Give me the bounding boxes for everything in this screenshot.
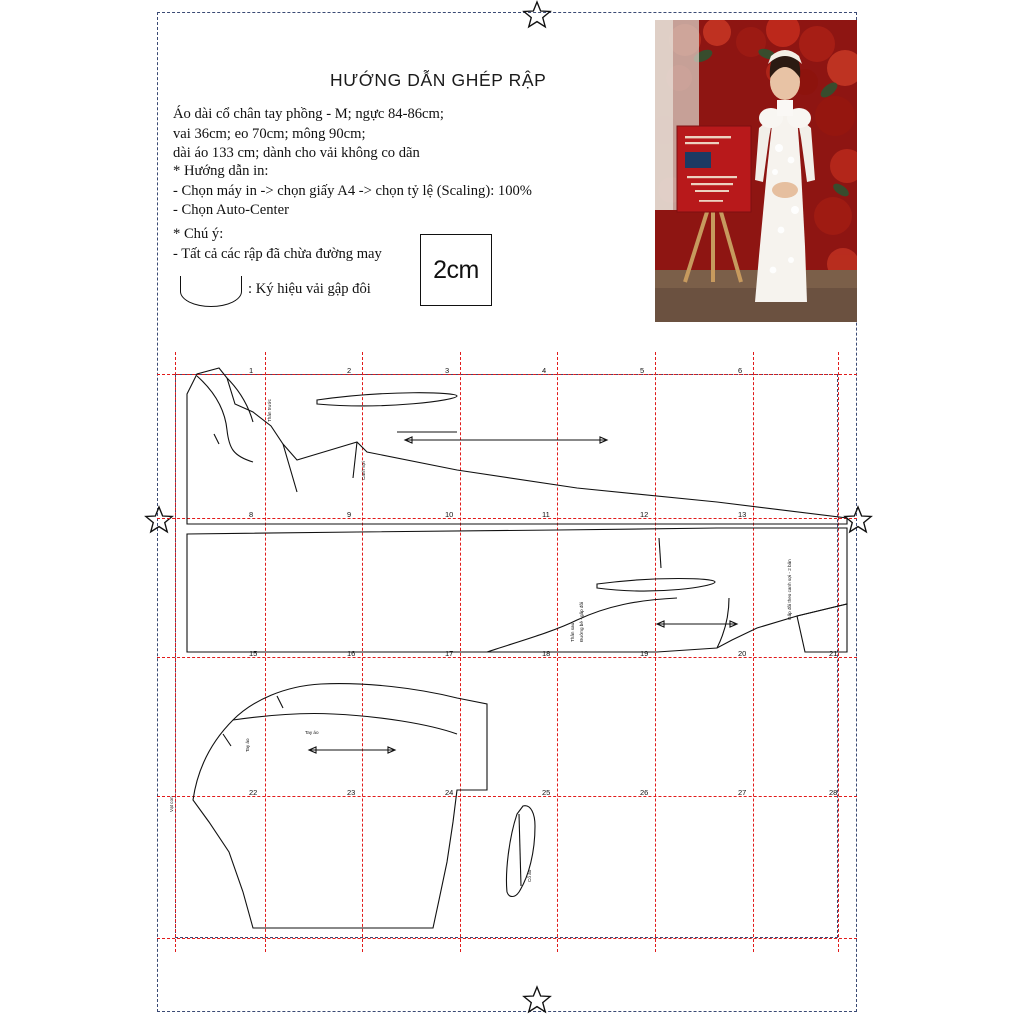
grid-cell-number: 4 (542, 366, 547, 375)
registration-star-bottom-icon (522, 985, 552, 1015)
grid-cell-number: 3 (445, 366, 450, 375)
grid-cell-number: 11 (542, 510, 550, 519)
piece-label-tay-ao-2: Tay áo (305, 730, 319, 735)
print-instructions (173, 162, 623, 221)
grid-cell-number: 19 (640, 649, 649, 658)
grid-cell-number: 13 (738, 510, 747, 519)
grid-cell-number: 9 (347, 510, 352, 519)
note-heading: * Chú ý: (173, 226, 224, 242)
grid-cell-number: 15 (249, 649, 258, 658)
grid-cell-number: 17 (445, 649, 454, 658)
piece-label-gap-doi: Gấp đôi theo canh sợi - 2 bản (787, 559, 792, 620)
piece-label-duong-be: Đường bẻ - gấp đôi (579, 601, 584, 642)
fold-legend-label: : Ký hiệu vải gập đôi (248, 281, 371, 297)
grid-cell-number: 8 (249, 510, 254, 519)
spec-line-2: vai 36cm; eo 70cm; mông 90cm; (173, 125, 366, 142)
page-title: HƯỚNG DẪN GHÉP RẬP (330, 70, 547, 90)
grid-cell-number: 16 (347, 649, 356, 658)
spec-line-3: dài áo 133 cm; dành cho vải không co dãn (173, 145, 420, 161)
grid-cell-number: 2 (347, 366, 352, 375)
spec-block (173, 105, 603, 164)
grid-cell-number: 28 (829, 788, 838, 797)
piece-label-canh-soi: Canh sợi (361, 461, 366, 480)
pattern-outlines (157, 352, 857, 952)
grid-cell-number: 24 (445, 788, 454, 797)
grid-cell-number: 1 (249, 366, 254, 375)
note-line-1: - Tất cả các rập đã chừa đường may (173, 245, 382, 262)
grid-cell-number: 25 (542, 788, 551, 797)
grid-cell-number: 5 (640, 366, 645, 375)
grid-cell-number: 18 (542, 649, 551, 658)
model-photo (655, 20, 857, 322)
grid-cell-number: 22 (249, 788, 258, 797)
grid-cell-number: 27 (738, 788, 747, 797)
print-heading: * Hướng dẫn in: (173, 163, 269, 179)
print-line-1: - Chọn máy in -> chọn giấy A4 -> chọn tỷ lệ (Scaling): 100% (173, 182, 532, 199)
piece-label-tay-ao: Tay áo (245, 738, 250, 752)
grid-cell-number: 12 (640, 510, 649, 519)
print-line-2: - Chọn Auto-Center (173, 202, 289, 218)
grid-cell-number: 23 (347, 788, 356, 797)
piece-label-vat-con: Vạt con (169, 796, 174, 812)
grid-cell-number: 21 (829, 649, 838, 658)
piece-label-than-truoc: Thân trước (267, 399, 272, 422)
fold-symbol-icon (180, 276, 242, 307)
grid-cell-number: 10 (445, 510, 454, 519)
grid-cell-number: 20 (738, 649, 747, 658)
pattern-layout-area (157, 352, 857, 952)
piece-label-co-ao: Cổ áo (527, 869, 532, 882)
spec-line-1: Áo dài cổ chân tay phồng - M; ngực 84-86cm; (173, 106, 444, 122)
registration-star-top-icon (522, 0, 552, 30)
grid-cell-number: 26 (640, 788, 649, 797)
grid-cell-number: 6 (738, 366, 743, 375)
piece-label-than-sau: Thân sau (570, 622, 575, 642)
calibration-square: 2cm (420, 234, 492, 306)
